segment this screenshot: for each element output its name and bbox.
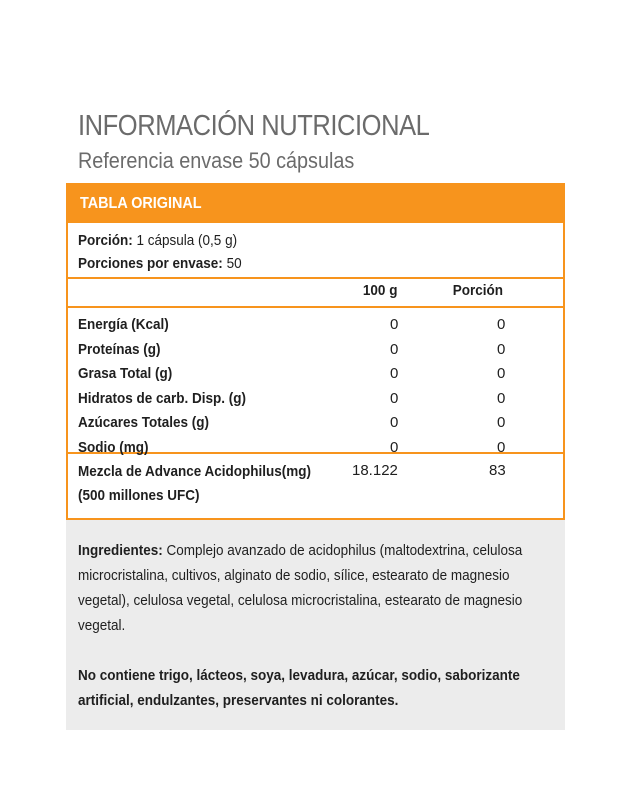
servings-label: Porciones por envase: — [78, 255, 223, 272]
value-100g: 0 — [390, 316, 399, 333]
ingredients-label: Ingredientes: — [78, 542, 163, 559]
table-header-label: TABLA ORIGINAL — [80, 195, 202, 212]
nutrient-label: Sodio (mg) — [78, 438, 149, 456]
column-headers — [68, 279, 563, 308]
serving-info — [68, 223, 563, 279]
mix-value-portion: 83 — [489, 462, 506, 479]
page-subtitle: Referencia envase 50 cápsulas — [78, 148, 355, 173]
table-row — [68, 363, 563, 388]
nutrient-label: Azúcares Totales (g) — [78, 414, 210, 431]
table-row — [68, 412, 563, 437]
ingredients-panel — [66, 520, 565, 730]
table-row — [68, 314, 563, 339]
page-title: INFORMACIÓN NUTRICIONAL — [78, 110, 430, 142]
column-100g: 100 g — [362, 282, 398, 299]
value-portion: 0 — [497, 438, 506, 456]
value-portion: 0 — [497, 340, 506, 358]
serving-label: Porción: — [78, 232, 133, 249]
nutrient-label: Energía (Kcal) — [78, 316, 169, 333]
table-header — [68, 185, 563, 223]
value-100g: 0 — [390, 340, 399, 358]
ingredients-list: Complejo avanzado de acidophilus (maltodextrina, celulosa microcristalina, cultivos, alginato de sodio, sílice, estearato de magnesio vegetal), celulosa vegetal, celulosa microcristalina, estearato de magnesio vegetal. — [78, 542, 523, 634]
value-100g: 0 — [390, 438, 399, 456]
servings-per-container — [78, 252, 515, 275]
probiotic-mix-row — [68, 454, 563, 520]
mix-label — [78, 460, 311, 508]
value-100g: 0 — [390, 389, 399, 407]
allergen-notice: No contiene trigo, lácteos, soya, levadura, azúcar, sodio, saborizante artificial, endulzantes, preservantes ni colorantes. — [78, 667, 520, 709]
nutrient-label: Proteínas (g) — [78, 340, 161, 358]
value-100g: 0 — [390, 365, 399, 382]
value-portion: 0 — [497, 389, 506, 407]
nutrition-table — [66, 183, 565, 520]
servings-value: 50 — [226, 255, 242, 272]
value-portion: 0 — [497, 316, 506, 333]
nutrient-label: Grasa Total (g) — [78, 365, 173, 382]
table-row — [68, 339, 563, 364]
serving-size — [78, 229, 515, 252]
nutrient-label: Hidratos de carb. Disp. (g) — [78, 389, 247, 407]
serving-value: 1 cápsula (0,5 g) — [136, 232, 238, 249]
table-row — [68, 388, 563, 413]
mix-label-line1: Mezcla de Advance Acidophilus(mg) — [78, 463, 312, 480]
value-100g: 0 — [390, 414, 399, 431]
nutrient-rows — [68, 308, 563, 454]
column-portion: Porción — [452, 282, 504, 299]
ingredients-text — [78, 538, 555, 638]
mix-value-100g: 18.122 — [352, 462, 398, 479]
value-portion: 0 — [497, 414, 506, 431]
value-portion: 0 — [497, 365, 506, 382]
mix-label-line2: (500 millones UFC) — [78, 487, 200, 504]
